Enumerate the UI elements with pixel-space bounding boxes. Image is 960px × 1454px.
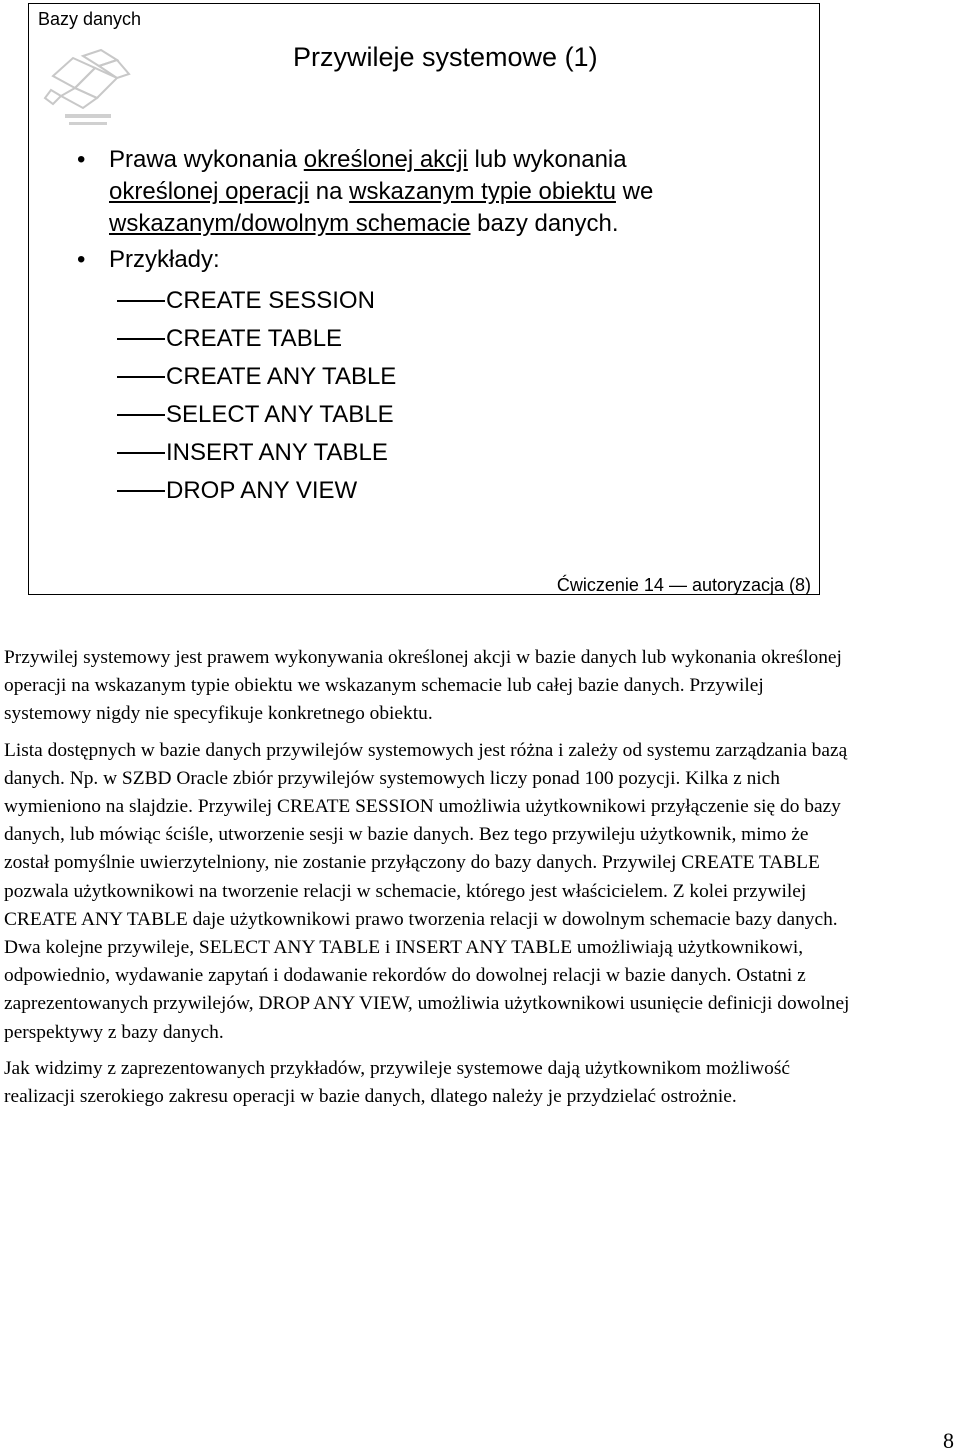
notes-paragraph: Przywilej systemowy jest prawem wykonywania określonej akcji w bazie danych lub wykonania określonej operacji na wskazanym typie obiektu we wskazanym schemacie lub całej bazie danych. Przywilej systemowy nigdy nie specyfikuje konkretnego obiektu. bbox=[4, 647, 842, 725]
slide-header: Bazy danych bbox=[38, 9, 142, 29]
example-item: CREATE SESSION bbox=[77, 282, 797, 320]
underlined-phrase: wskazanym/dowolnym schemacie bbox=[109, 210, 471, 237]
dash-mark bbox=[117, 452, 165, 454]
notes-paragraph: Lista dostępnych w bazie danych przywilejów systemowych jest różna i zależy od systemu zarządzania bazą danych. Np. w SZBD Oracle zbiór przywilejów systemowych liczy ponad 100 pozycji. Kilka z nich wymieniono na slajdzie. Przywilej CREATE SESSION umożliwia użytkownikowi przyłączenie się do bazy danych, lub mówiąc ściśle, utworzenie sesji w bazie danych. Bez tego przywileju użytkownik, mimo że został pomyślnie uwierzytelniony, nie zostanie przyłączony do bazy danych. Przywilej CREATE TABLE pozwala użytkownikowi na tworzenie relacji w schemacie, którego jest właścicielem. Z kolei przywilej CREATE ANY TABLE daje użytkownikowi prawo tworzenia relacji w dowolnym schemacie bazy danych. Dwa kolejne przywileje, SELECT ANY TABLE i INSERT ANY TABLE umożliwiają użytkownikowi, odpowiednio, wydawanie zapytań i dodawanie rekordów do dowolnej relacji w bazie danych. Ostatni z zaprezentowanych przywilejów, DROP ANY VIEW, umożliwia użytkownikowi usunięcie definicji dowolnej perspektywy z bazy danych. bbox=[4, 739, 850, 1043]
text-fragment: bazy danych. bbox=[470, 210, 619, 237]
example-item: CREATE TABLE bbox=[77, 320, 797, 358]
example-item: DROP ANY VIEW bbox=[77, 472, 797, 510]
university-logo-icon bbox=[43, 46, 133, 132]
text-fragment: Prawa wykonania bbox=[109, 146, 304, 173]
dash-mark bbox=[117, 376, 165, 378]
notes-paragraph: Jak widzimy z zaprezentowanych przykładów, przywileje systemowe dają użytkownikom możliwość realizacji szerokiego zakresu operacji w bazie danych, dlatego należy je przydzielać ostrożnie. bbox=[4, 1057, 790, 1108]
bullet-definition bbox=[77, 144, 797, 240]
bullet-dot: • bbox=[77, 246, 86, 273]
dash-mark bbox=[117, 338, 165, 340]
text-fragment: we bbox=[615, 178, 654, 205]
example-item: SELECT ANY TABLE bbox=[77, 396, 797, 434]
bullet-definition-line bbox=[109, 144, 797, 176]
underlined-phrase: określonej operacji bbox=[109, 178, 310, 205]
lecture-notes bbox=[4, 644, 854, 1119]
underlined-phrase: określonej akcji bbox=[303, 146, 468, 173]
example-item: INSERT ANY TABLE bbox=[77, 434, 797, 472]
example-item: CREATE ANY TABLE bbox=[77, 358, 797, 396]
bullet-examples bbox=[77, 244, 797, 276]
dash-mark bbox=[117, 414, 165, 416]
text-fragment: na bbox=[309, 178, 350, 205]
page-number: 8 bbox=[943, 1428, 954, 1453]
bullet-examples-label: Przykłady: bbox=[109, 246, 220, 273]
slide-frame bbox=[28, 3, 820, 595]
bullet-dot: • bbox=[77, 146, 86, 173]
bullet-definition-line bbox=[109, 208, 797, 240]
dash-mark bbox=[117, 300, 165, 302]
bullet-definition-line bbox=[109, 176, 797, 208]
text-fragment: lub wykonania bbox=[467, 146, 627, 173]
underlined-phrase: wskazanym typie obiektu bbox=[349, 178, 616, 205]
slide-footer: Ćwiczenie 14 — autoryzacja (8) bbox=[556, 575, 811, 595]
dash-mark bbox=[117, 490, 165, 492]
examples-list bbox=[77, 282, 797, 510]
bullet-list bbox=[77, 144, 797, 510]
slide-title: Przywileje systemowe (1) bbox=[293, 42, 598, 72]
bullet-definition-text bbox=[109, 144, 797, 240]
